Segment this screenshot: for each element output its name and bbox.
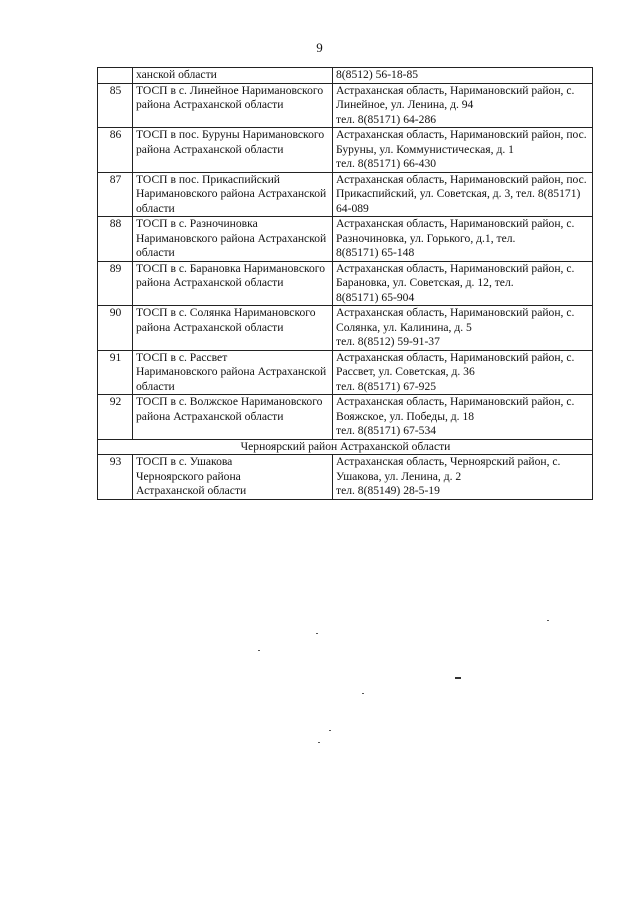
row-number-cell: 85 [98,83,133,128]
office-address-cell [333,350,593,395]
office-name-line: ТОСП в с. Солянка Наримановского района Астраханской области [136,306,316,334]
office-name-cell [133,83,333,128]
row-number-cell: 86 [98,128,133,173]
office-address-line: тел. 8(85171) 67-534 [336,424,437,437]
office-address-line: Астраханская область, Наримановский район, с. Разночиновка, ул. Горького, д.1, тел. [336,217,575,245]
district-section-header: Черноярский район Астраханской области [98,439,593,455]
office-address-cell [333,68,593,84]
office-address-line: тел. 8(8512) 59-91-37 [336,335,440,348]
table-row-continuation [98,68,593,84]
table-row [98,455,593,500]
row-number-cell: 91 [98,350,133,395]
office-address-cell [333,395,593,440]
table-row [98,261,593,306]
row-number-cell: 92 [98,395,133,440]
row-number-cell: 90 [98,306,133,351]
office-address-cell [333,172,593,217]
office-address-line: Астраханская область, Наримановский район, с. Солянка, ул. Калинина, д. 5 [336,306,575,334]
row-number-cell: 87 [98,172,133,217]
row-number-cell [98,68,133,84]
offices-table [97,67,593,500]
office-name-cell [133,261,333,306]
office-address-line: Астраханская область, Наримановский район, с. Линейное, ул. Ленина, д. 94 [336,83,575,111]
row-number-cell: 88 [98,217,133,262]
office-name-line: ТОСП в с. Волжское Наримановского района Астраханской области [136,395,323,423]
office-address-line: 8(85171) 65-148 [336,246,415,259]
office-address-cell [333,306,593,351]
office-name-line: ТОСП в с. Ушакова [136,455,233,468]
office-address-line: тел. 8(85171) 66-430 [336,157,437,170]
table-row [98,350,593,395]
office-name-line: ТОСП в с. Барановка Наримановского района Астраханской области [136,261,326,289]
office-name-line: Астраханской области [136,484,247,497]
office-address-cell [333,83,593,128]
office-name-cell [133,217,333,262]
office-name-cell [133,350,333,395]
table-row [98,217,593,262]
table-row [98,83,593,128]
page-number: 9 [316,40,323,55]
table-row [98,172,593,217]
office-address-line: 8(8512) 56-18-85 [336,68,419,81]
office-address-line: Астраханская область, Наримановский район, с. Барановка, ул. Советская, д. 12, тел. [336,261,575,289]
office-address-line: Астраханская область, Черноярский район, с. Ушакова, ул. Ленина, д. 2 [336,455,561,483]
office-name-cell [133,455,333,500]
table-row [98,306,593,351]
office-address-line: Астраханская область, Наримановский район, с. Рассвет, ул. Советская, д. 36 [336,350,575,378]
office-address-cell [333,128,593,173]
row-number-cell: 89 [98,261,133,306]
office-address-line: 8(85171) 65-904 [336,290,415,304]
office-address-line: тел. 8(85149) 28-5-19 [336,484,440,497]
table-row [98,395,593,440]
office-name-line: Наримановского района Астраханской области [136,365,327,393]
office-name-cell [133,128,333,173]
office-address-line: тел. 8(85171) 64-286 [336,112,437,126]
office-address-line: Астраханская область, Наримановский район, с. Вояжское, ул. Победы, д. 18 [336,395,575,423]
office-address-cell [333,261,593,306]
section-header-row [98,439,593,455]
office-name-line: ТОСП в пос. Буруны Наримановского района Астраханской области [136,128,325,156]
office-name-cell [133,306,333,351]
table-row [98,128,593,173]
office-address-line: Астраханская область, Наримановский район, пос. Буруны, ул. Коммунистическая, д. 1 [336,128,587,156]
office-address-cell [333,217,593,262]
office-address-line: тел. 8(85171) 67-925 [336,379,437,393]
office-name-cell [133,395,333,440]
office-address-line: Астраханская область, Наримановский район, пос. Прикаспийский, ул. Советская, д. 3, тел. 8(85171) 64-089 [336,172,587,215]
office-address-cell [333,455,593,500]
office-name-line: Наримановского района Астраханской области [136,187,327,215]
office-name-line: ТОСП в с. Разночиновка Наримановского района Астраханской области [136,217,327,259]
office-name-line: Черноярского района [136,469,241,483]
office-name-line: ТОСП в с. Линейное Наримановского района Астраханской области [136,83,324,111]
office-name-line: ханской области [136,68,217,81]
office-name-cell [133,172,333,217]
office-name-line: ТОСП в пос. Прикаспийский [136,172,280,186]
office-name-line: ТОСП в с. Рассвет [136,350,228,364]
office-name-cell [133,68,333,84]
row-number-cell: 93 [98,455,133,500]
